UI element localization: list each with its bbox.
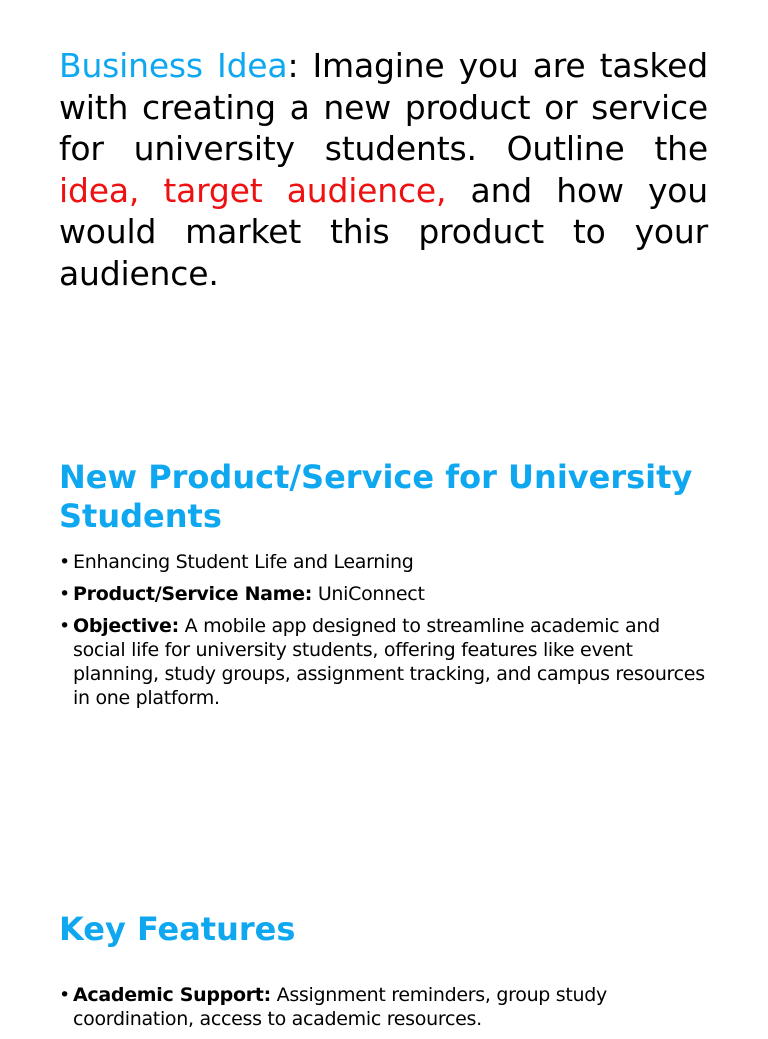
product-bullet-list (59, 550, 711, 718)
intro-paragraph (59, 45, 708, 294)
section-title-key-features: Key Features (59, 910, 296, 948)
business-idea-label: Business Idea (59, 46, 288, 85)
intro-text-2: and how you would market this product to your audience. (59, 170, 708, 293)
list-item (59, 614, 711, 710)
list-item-label: Objective: (73, 615, 179, 637)
list-item-text: Enhancing Student Life and Learning (73, 551, 414, 573)
highlight-target-audience: target audience, (163, 170, 447, 210)
intro-text-1: : Imagine you are tasked with creating a new product or service for university students. Outline the (59, 46, 708, 168)
intro-separator (139, 171, 163, 210)
list-item-text: UniConnect (312, 583, 425, 605)
list-item-text: Assignment reminders, group study coordination, access to academic resources. (73, 984, 608, 1030)
list-item-label: Academic Support: (73, 984, 271, 1006)
list-item (59, 550, 711, 574)
section-title-new-product: New Product/Service for University Students (59, 458, 693, 535)
features-bullet-list (59, 983, 711, 1039)
highlight-idea: idea, (59, 170, 140, 210)
list-item-label: Product/Service Name: (73, 583, 313, 605)
list-item-text: A mobile app designed to streamline academic and social life for university students, offering features like event planning, study groups, assignment tracking, and campus resources in one platform. (73, 615, 705, 709)
list-item (59, 582, 711, 606)
